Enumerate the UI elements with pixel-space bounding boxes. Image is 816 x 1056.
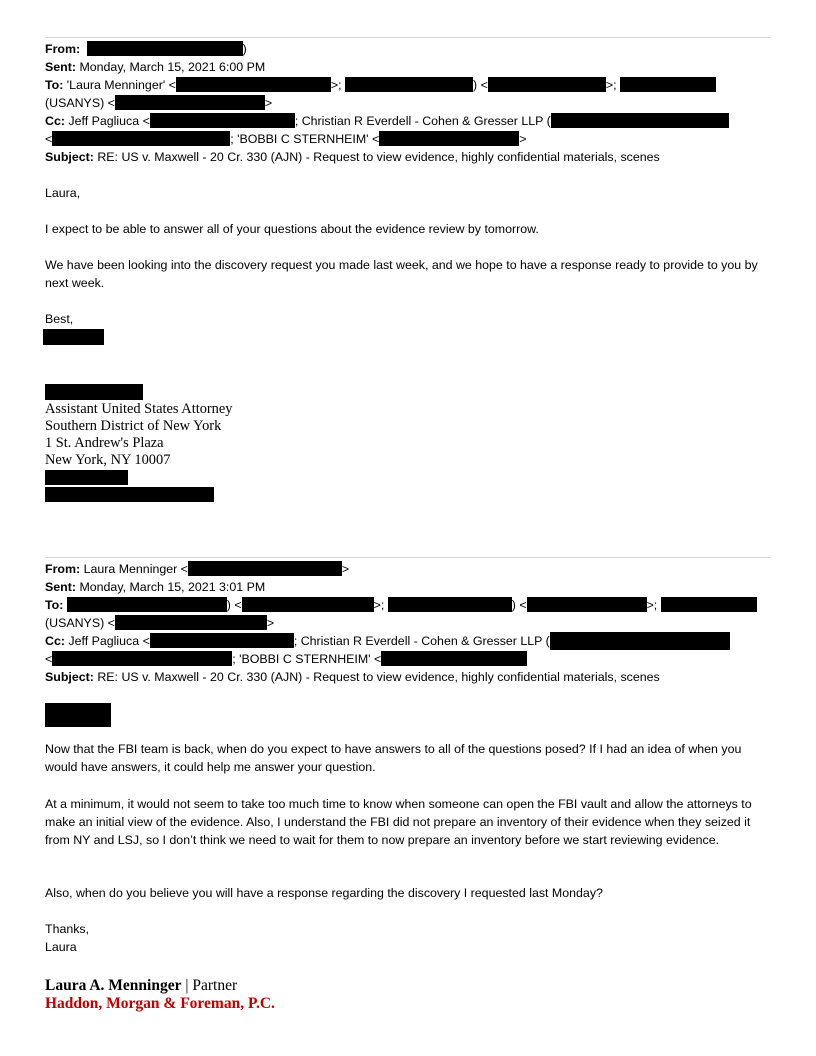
email1-cc-a: Jeff Pagliuca <	[68, 114, 150, 128]
email1-to-line	[45, 76, 716, 94]
redaction	[176, 77, 331, 92]
email2-to-b: >;	[373, 598, 385, 612]
email2-closing-2: Laura	[45, 940, 77, 954]
email2-paragraph-2: At a minimum, it would not seem to take too much time to know when someone can open the FBI vault and allow the attorneys to make an initial view of the evidence. Also, I understand the FBI did not prepare an inventory of their evidence when they seized it from NY and LSJ, so I don’t think we need to wait for them to now prepare an inventory before we start reviewing evidence.	[45, 797, 752, 847]
email2-to-line	[45, 596, 757, 614]
email1-cc-line	[45, 112, 729, 130]
redaction	[52, 131, 230, 146]
email2-to-e: >;	[646, 598, 658, 612]
to-label: To:	[45, 78, 64, 92]
email1-cc-d: ; 'BOBBI C STERNHEIM' <	[230, 132, 380, 146]
email2-to-line2	[45, 614, 274, 632]
email2-from-name: Laura Menninger <	[83, 562, 188, 576]
email1-to-e: (USANYS) <	[45, 96, 115, 110]
email2-paragraph-3: Also, when do you believe you will have a response regarding the discovery I requested last Monday?	[45, 886, 603, 900]
sig-address-2: New York, NY 10007	[45, 452, 171, 468]
sent-label: Sent:	[45, 580, 76, 594]
email1-subject-line	[45, 148, 660, 166]
sig-name: Laura A. Menninger	[45, 977, 182, 994]
redaction	[87, 41, 243, 56]
email2-closing-1: Thanks,	[45, 922, 90, 936]
email2-to-f: (USANYS) <	[45, 616, 115, 630]
email1-greeting: Laura,	[45, 186, 81, 200]
header-divider	[45, 557, 771, 558]
redaction	[67, 597, 227, 612]
redaction	[188, 561, 342, 576]
redaction	[620, 77, 716, 92]
redaction	[488, 77, 606, 92]
redaction	[527, 597, 647, 612]
redaction	[45, 384, 143, 400]
redaction	[115, 615, 267, 630]
email1-cc-c: <	[45, 132, 53, 146]
email1-paragraph-1: I expect to be able to answer all of your questions about the evidence review by tomorrow.	[45, 222, 539, 236]
email1-paragraph-2: We have been looking into the discovery request you made last week, and we hope to have a response ready to provide to you by next week.	[45, 258, 758, 290]
email1-subject: RE: US v. Maxwell - 20 Cr. 330 (AJN) - Request to view evidence, highly confidential materials, scenes	[97, 150, 660, 164]
redaction	[379, 131, 519, 146]
email2-from-close: >	[341, 562, 350, 576]
email2-to-c: ) <	[226, 598, 242, 612]
redaction	[52, 651, 232, 666]
from-label: From:	[45, 562, 81, 576]
email1-cc-e: >	[519, 132, 527, 146]
email2-to-d: ) <	[511, 598, 527, 612]
redaction	[242, 597, 374, 612]
email2-subject-line	[45, 668, 660, 686]
sig-address-1: 1 St. Andrew's Plaza	[45, 435, 164, 451]
email1-to-f: >	[264, 96, 273, 110]
from-label: From:	[45, 42, 81, 56]
email2-sent-value: Monday, March 15, 2021 3:01 PM	[79, 580, 266, 594]
to-label: To:	[45, 598, 64, 612]
email2-to-g: >	[266, 616, 275, 630]
redaction	[45, 470, 128, 485]
sig-title: Assistant United States Attorney	[45, 401, 233, 417]
email2-cc-a: Jeff Pagliuca <	[68, 634, 150, 648]
email2-signature-name-line	[45, 976, 237, 995]
redaction	[550, 632, 730, 650]
redaction	[45, 703, 111, 727]
redaction	[381, 651, 527, 666]
subject-label: Subject:	[45, 150, 94, 164]
redaction	[388, 597, 512, 612]
email1-cc-line2	[45, 130, 526, 148]
email2-subject: RE: US v. Maxwell - 20 Cr. 330 (AJN) - Request to view evidence, highly confidential materials, scenes	[97, 670, 660, 684]
cc-label: Cc:	[45, 114, 65, 128]
email1-to-a: 'Laura Menninger' <	[66, 78, 176, 92]
email2-cc-d: ; 'BOBBI C STERNHEIM' <	[232, 652, 382, 666]
email1-from-line	[45, 40, 247, 58]
redaction	[150, 633, 294, 648]
redaction	[150, 113, 295, 128]
email1-sent-line	[45, 58, 265, 76]
redaction	[345, 77, 473, 92]
email2-cc-c: <	[45, 652, 53, 666]
email2-cc-b: ; Christian R Everdell - Cohen & Gresser LLP (	[293, 634, 550, 648]
sig-firm: Haddon, Morgan & Foreman, P.C.	[45, 995, 275, 1012]
email1-sent-value: Monday, March 15, 2021 6:00 PM	[79, 60, 266, 74]
email1-from-close: )	[242, 42, 247, 56]
email2-cc-line	[45, 632, 730, 650]
redaction	[45, 487, 214, 502]
email1-to-d: >;	[605, 78, 617, 92]
email2-paragraph-1: Now that the FBI team is back, when do you expect to have answers to all of the questions posed? If I had an idea of when you would have answers, it could help me answer your question.	[45, 742, 742, 774]
email1-to-b: >;	[330, 78, 342, 92]
email2-sent-line	[45, 578, 265, 596]
email1-to-line2	[45, 94, 272, 112]
header-divider	[45, 37, 771, 38]
sig-separator: |	[181, 977, 193, 994]
email1-cc-b: ; Christian R Everdell - Cohen & Gresser LLP (	[294, 114, 551, 128]
email2-from-line	[45, 560, 349, 578]
sig-role: Partner	[192, 977, 238, 994]
sig-office: Southern District of New York	[45, 418, 222, 434]
cc-label: Cc:	[45, 634, 65, 648]
email1-closing: Best,	[45, 312, 74, 326]
email1-to-c: ) <	[473, 78, 488, 92]
subject-label: Subject:	[45, 670, 94, 684]
redaction	[115, 95, 265, 110]
redaction	[551, 113, 729, 128]
redaction	[661, 597, 757, 612]
email2-cc-line2	[45, 650, 527, 668]
redaction	[43, 329, 104, 345]
sent-label: Sent:	[45, 60, 76, 74]
